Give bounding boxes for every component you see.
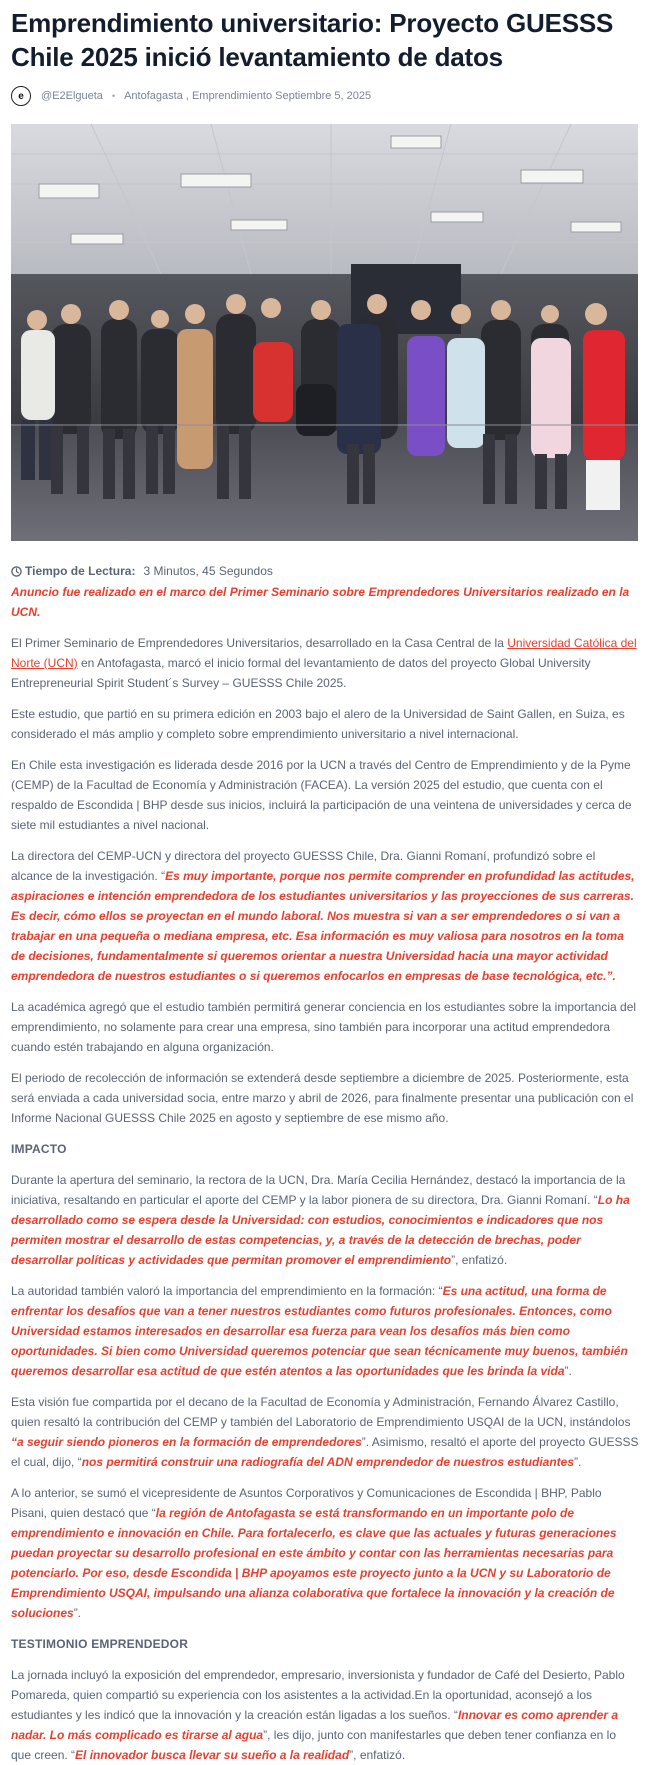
paragraph-11: La jornada incluyó la exposición del emprendedor, empresario, inversionista y fundador de Café del Desierto, Pablo Pomareda, quien compartió su experiencia con los asistentes a la actividad.En la oportunidad, aconsejó a los estudiantes y les indicó que la innovación y la creación están ligadas a los sueños. “Innovar es como aprender a nadar. Lo más complicado es tirarse al agua”, les dijo, junto con manifestarles que deben tener confianza en lo que creen. “El innovador busca llevar su sueño a la realidad”, enfatizó. — [11, 1668, 625, 1762]
clock-icon — [11, 566, 22, 577]
paragraph-4: La directora del CEMP-UCN y directora del proyecto GUESSS Chile, Dra. Gianni Romaní, profundizó sobre el alcance de la investigación. “Es muy importante, porque nos permite comprender en profundidad las actitudes, aspiraciones e intención emprendedora de los estudiantes universitarios y las proyecciones de sus carreras. Es decir, cómo ellos se proyectan en el mundo laboral. Nos muestra si van a ser emprendedores o si van a trabajar en una pequeña o mediana empresa, etc. Esa información es muy valiosa para nosotros en la toma de decisiones, fundamentalmente si queremos orientar a nuestra Universidad hacia una mayor actividad emprendedora de nuestros estudiantes o si queremos enfocarlos en empresas de base tecnológica, etc.”. — [11, 849, 635, 983]
paragraph-10: A lo anterior, se sumó el vicepresidente de Asuntos Corporativos y Comunicaciones de Escondida | BHP, Pablo Pisani, quien destacó que “la región de Antofagasta se está transformando en un importante polo de emprendimiento e innovación en Chile. Para fortalecerlo, es clave que las actuales y futuras generaciones puedan proyectar su desarrollo profesional en este ámbito y contar con las herramientas necesarias para potenciarlo. Por eso, desde Escondida | BHP apoyamos este proyecto junto a la UCN y su Laboratorio de Emprendimiento USQAI, impulsando una alianza colaborativa que fortalece la innovación y la creación de soluciones”. — [11, 1486, 617, 1620]
paragraph-3: En Chile esta investigación es liderada desde 2016 por la UCN a través del Centro de Emprendimiento y de la Pyme (CEMP) de la Facultad de Economía y Administración (FACEA). La versión 2025 del estudio, que cuenta con el respaldo de Escondida | BHP desde sus inicios, incluirá la participación de una veintena de universidades y cerca de siete mil estudiantes a nivel nacional. — [11, 758, 632, 832]
quote-pomareda-1: Innovar es como aprender a nadar. Lo más complicado es tirarse al agua — [11, 1708, 618, 1742]
paragraph-2: Este estudio, que partió en su primera edición en 2003 bajo el alero de la Universidad de Saint Gallen, en Suiza, es considerado el más amplio y completo sobre emprendimiento universitario a nivel internacional. — [11, 707, 625, 741]
paragraph-8: La autoridad también valoró la importancia del emprendimiento en la formación: “Es una actitud, una forma de enfrentar los desafíos que van a tener nuestros estudiantes como futuros profesionales. Entonces, como Universidad estamos interesados en desarrollar esa fuerza para vean los desafíos más bien como oportunidades. Si bien como Universidad queremos potenciar que sean técnicamente muy buenos, también queremos desarrollar esa actitud de que estén atentos a las oportunidades que les brinda la vida”. — [11, 1284, 628, 1378]
quote-autoridad: Es una actitud, una forma de enfrentar los desafíos que van a tener nuestros estudiantes como futuros profesionales. Entonces, como Universidad estamos interesados en desarrollar esa fuerza para vean los desafíos más bien como oportunidades. Si bien como Universidad queremos potenciar que sean técnicamente muy buenos, también queremos desarrollar esa actitud de que estén atentos a las oportunidades que les brinda la vida — [11, 1284, 628, 1378]
article-lead: Anuncio fue realizado en el marco del Primer Seminario sobre Emprendedores Universitarios realizado en la UCN. — [11, 585, 630, 619]
reading-time — [11, 563, 639, 579]
reading-time-label: Tiempo de Lectura: — [25, 564, 136, 578]
heading-testimonio: TESTIMONIO EMPRENDEDOR — [11, 1637, 189, 1651]
paragraph-7: Durante la apertura del seminario, la rectora de la UCN, Dra. María Cecilia Hernández, destacó la importancia de la iniciativa, resaltando en particular el aporte del CEMP y la labor pionera de su directora, Dra. Gianni Romaní. “Lo ha desarrollado como se espera desde la Universidad: con estudios, conocimientos e indicadores que nos permiten mostrar el desarrollo de estas competencias, y, a través de la detección de brechas, poder desarrollar políticas y actividades que permitan promover el emprendimiento”, enfatizó. — [11, 1173, 630, 1267]
author-link[interactable]: @E2Elgueta — [41, 90, 103, 102]
meta-separator: • — [111, 91, 116, 101]
article-meta — [11, 84, 639, 108]
quote-rectora: Lo ha desarrollado como se espera desde la Universidad: con estudios, conocimientos e indicadores que nos permiten mostrar el desarrollo de estas competencias, y, a través de la detección de brechas, poder desarrollar políticas y actividades que permitan promover el emprendimiento — [11, 1193, 630, 1267]
author-logo-icon[interactable]: e — [11, 86, 31, 106]
paragraph-5: La académica agregó que el estudio también permitirá generar conciencia en los estudiantes sobre la importancia del emprendimiento, no solamente para crear una empresa, sino también para incorporar una actitud emprendedora cuando estén trabajando en alguna organización. — [11, 1000, 637, 1054]
quote-decano-2: nos permitirá construir una radiografía del ADN emprendedor de nuestros estudiantes — [81, 1455, 575, 1469]
heading-impacto: IMPACTO — [11, 1142, 67, 1156]
paragraph-9: Esta visión fue compartida por el decano de la Facultad de Economía y Administración, Fernando Álvarez Castillo, quien resaltó la contribución del CEMP y también del Laboratorio de Emprendimiento USQAI de la UCN, instándolos “a seguir siendo pioneros en la formación de emprendedores”. Asimismo, resaltó el aporte del proyecto GUESSS el cual, dijo, “nos permitirá construir una radiografía del ADN emprendedor de nuestros estudiantes”. — [11, 1395, 639, 1469]
hero-photo — [11, 124, 638, 541]
quote-romani: Es muy importante, porque nos permite comprender en profundidad las actitudes, aspiraciones e intención emprendedora de los estudiantes universitarios y las proyecciones de sus carreras. Es decir, cómo ellos se proyectan en el mundo laboral. Nos muestra si van a ser emprendedores o si van a trabajar en una pequeña o mediana empresa, etc. Esa información es muy valiosa para nosotros en la toma de decisiones, fundamentalmente si queremos orientar a nuestra Universidad hacia una mayor actividad emprendedora de nuestros estudiantes o si queremos enfocarlos en empresas de base tecnológica, etc.”. — [11, 869, 635, 983]
paragraph-6: El periodo de recolección de información se extenderá desde septiembre a diciembre de 2025. Posteriormente, esta será enviada a cada universidad socia, entre marzo y abril de 2026, para finalmente presentar una publicación con el Informe Nacional GUESSS Chile 2025 en agosto y septiembre de ese mismo año. — [11, 1071, 634, 1125]
reading-time-value: 3 Minutos, 45 Segundos — [143, 564, 273, 578]
quote-pisani: la región de Antofagasta se está transformando en un importante polo de emprendimiento e innovación en Chile. Para fortalecerlo, es clave que las actuales y futuras generaciones puedan proyectar su desarrollo profesional en este ámbito y contar con las herramientas necesarias para potenciarlo. Por eso, desde Escondida | BHP apoyamos este proyecto junto a la UCN y su Laboratorio de Emprendimiento USQAI, impulsando una alianza colaborativa que fortalece la innovación y la creación de soluciones — [11, 1506, 617, 1620]
category-date[interactable]: Antofagasta , Emprendimiento Septiembre 5, 2025 — [124, 90, 372, 102]
quote-decano-1: “a seguir siendo pioneros en la formación de emprendedores — [11, 1435, 362, 1449]
article-title: Emprendimiento universitario: Proyecto GUESSS Chile 2025 inició levantamiento de datos — [11, 8, 614, 72]
quote-pomareda-2: El innovador busca llevar su sueño a la realidad — [75, 1748, 350, 1762]
group-photo-illustration — [11, 124, 638, 541]
paragraph-1: El Primer Seminario de Emprendedores Universitarios, desarrollado en la Casa Central de la Universidad Católica del Norte (UCN) en Antofagasta, marcó el inicio formal del levantamiento de datos del proyecto Global University Entrepreneurial Spirit Student´s Survey – GUESSS Chile 2025. — [11, 636, 637, 690]
ucn-link[interactable]: Universidad Católica del Norte (UCN) — [11, 636, 637, 670]
